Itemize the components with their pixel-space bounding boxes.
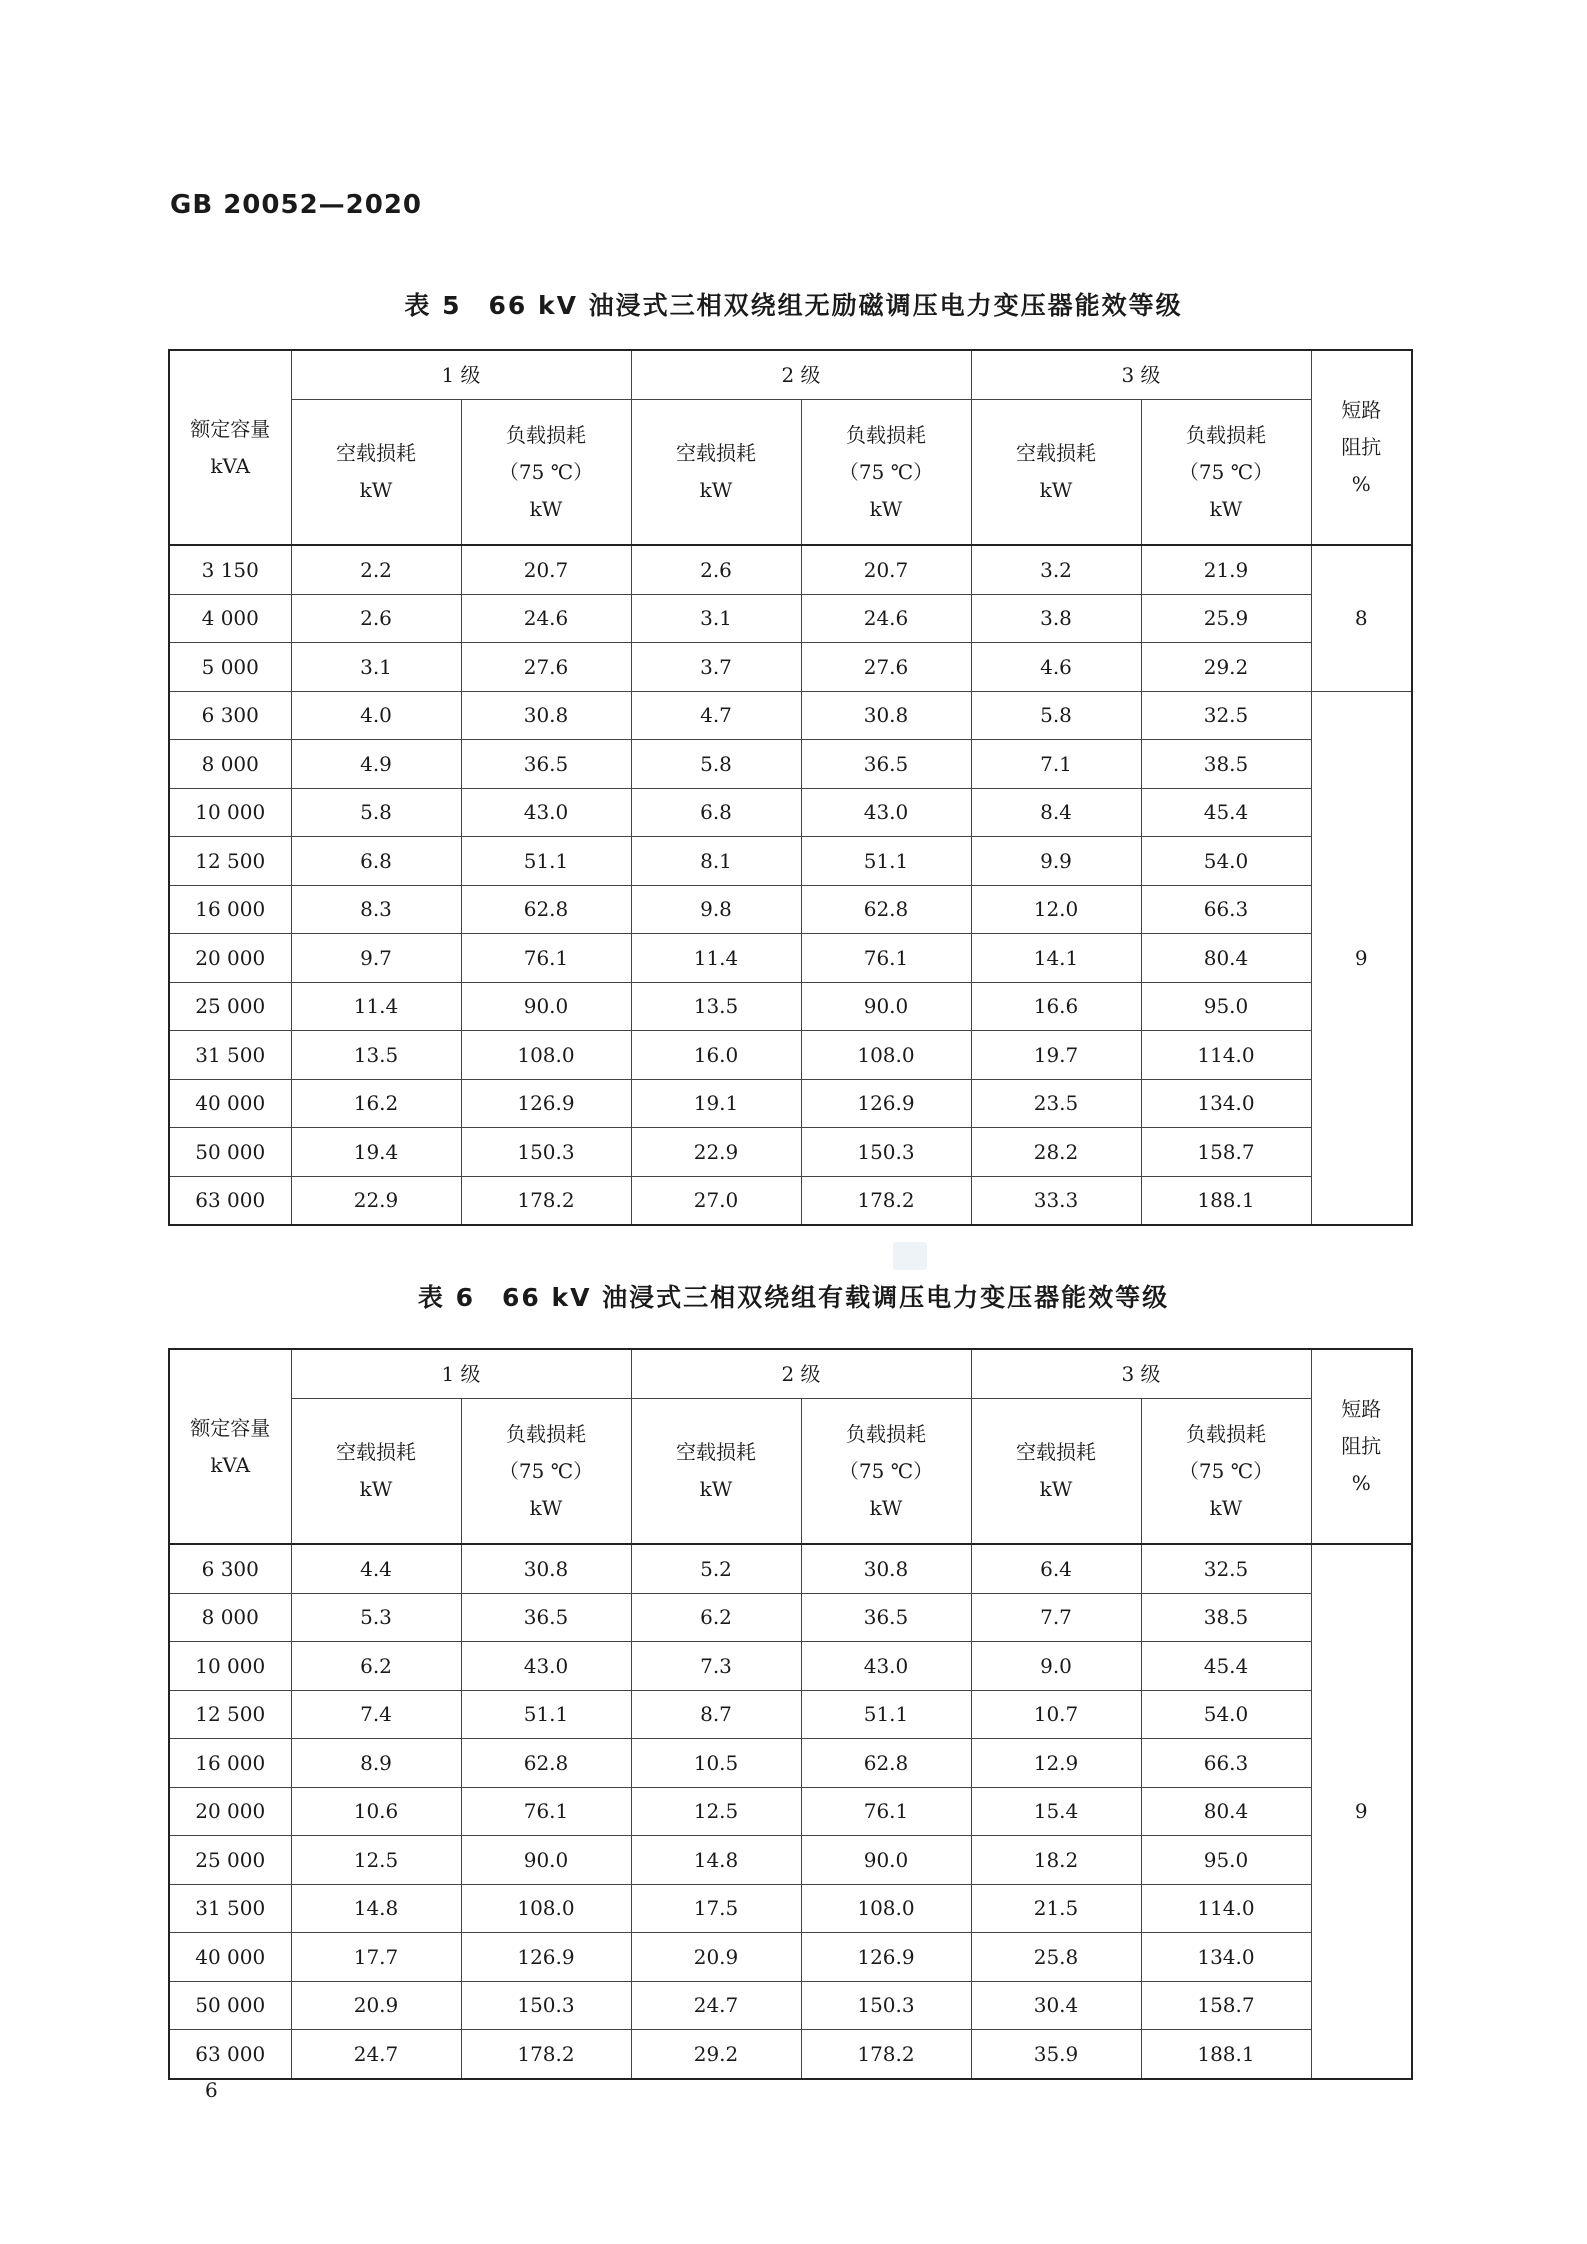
watermark-logo [893,1242,927,1270]
capacity-cell: 25 000 [169,1836,291,1885]
value-cell: 150.3 [461,1128,631,1177]
no-load-loss-header: 空载损耗 kW [291,400,461,546]
grade-2-header: 2 级 [631,1349,971,1399]
value-cell: 20.9 [631,1933,801,1982]
value-cell: 51.1 [801,1690,971,1739]
value-cell: 24.7 [291,2030,461,2079]
value-cell: 3.2 [971,545,1141,594]
table-row [169,885,1412,934]
capacity-cell: 63 000 [169,2030,291,2079]
table-row [169,1836,1412,1885]
value-cell: 62.8 [461,1739,631,1788]
impedance-cell: 9 [1311,1544,1412,2079]
value-cell: 36.5 [461,740,631,789]
value-cell: 10.7 [971,1690,1141,1739]
value-cell: 24.6 [801,594,971,643]
table-row [169,1690,1412,1739]
value-cell: 108.0 [461,1031,631,1080]
value-cell: 27.0 [631,1176,801,1225]
value-cell: 45.4 [1141,1642,1311,1691]
table-row [169,837,1412,886]
value-cell: 5.8 [631,740,801,789]
table-5 [168,349,1413,1226]
load-loss-header: 负载损耗 （75 ℃） kW [461,1399,631,1545]
value-cell: 29.2 [631,2030,801,2079]
value-cell: 8.4 [971,788,1141,837]
value-cell: 27.6 [801,643,971,692]
table-6 [168,1348,1413,2080]
value-cell: 16.6 [971,982,1141,1031]
no-load-loss-header: 空载损耗 kW [631,400,801,546]
value-cell: 20.7 [461,545,631,594]
table-row [169,788,1412,837]
value-cell: 150.3 [461,1981,631,2030]
rated-capacity-header: 额定容量 kVA [169,1349,291,1544]
impedance-header: 短路 阻抗 % [1311,1349,1412,1544]
value-cell: 126.9 [461,1933,631,1982]
value-cell: 30.4 [971,1981,1141,2030]
page-number: 6 [205,2078,218,2102]
value-cell: 21.9 [1141,545,1311,594]
value-cell: 5.2 [631,1544,801,1593]
value-cell: 7.4 [291,1690,461,1739]
value-cell: 178.2 [801,1176,971,1225]
value-cell: 76.1 [461,934,631,983]
grade-1-header: 1 级 [291,1349,631,1399]
table-row [169,1544,1412,1593]
value-cell: 5.3 [291,1593,461,1642]
value-cell: 20.7 [801,545,971,594]
value-cell: 16.0 [631,1031,801,1080]
value-cell: 7.3 [631,1642,801,1691]
value-cell: 9.9 [971,837,1141,886]
impedance-cell: 9 [1311,691,1412,1225]
value-cell: 126.9 [801,1079,971,1128]
table-row [169,1739,1412,1788]
value-cell: 6.8 [291,837,461,886]
value-cell: 20.9 [291,1981,461,2030]
value-cell: 45.4 [1141,788,1311,837]
value-cell: 90.0 [461,982,631,1031]
capacity-cell: 5 000 [169,643,291,692]
value-cell: 6.4 [971,1544,1141,1593]
value-cell: 8.7 [631,1690,801,1739]
value-cell: 134.0 [1141,1079,1311,1128]
value-cell: 114.0 [1141,1031,1311,1080]
table-row [169,1981,1412,2030]
table-row [169,1176,1412,1225]
capacity-cell: 20 000 [169,1787,291,1836]
value-cell: 5.8 [291,788,461,837]
value-cell: 76.1 [801,934,971,983]
table-row [169,1593,1412,1642]
table-row [169,594,1412,643]
table-row [169,1079,1412,1128]
capacity-cell: 50 000 [169,1128,291,1177]
value-cell: 114.0 [1141,1884,1311,1933]
value-cell: 27.6 [461,643,631,692]
table-row [169,982,1412,1031]
value-cell: 19.7 [971,1031,1141,1080]
value-cell: 108.0 [801,1884,971,1933]
value-cell: 178.2 [461,2030,631,2079]
value-cell: 32.5 [1141,691,1311,740]
value-cell: 80.4 [1141,934,1311,983]
value-cell: 24.6 [461,594,631,643]
table-row [169,740,1412,789]
value-cell: 14.1 [971,934,1141,983]
value-cell: 8.9 [291,1739,461,1788]
value-cell: 9.0 [971,1642,1141,1691]
standard-code: GB 20052—2020 [170,190,423,220]
capacity-cell: 8 000 [169,1593,291,1642]
table-row [169,2030,1412,2079]
value-cell: 76.1 [461,1787,631,1836]
value-cell: 22.9 [291,1176,461,1225]
value-cell: 80.4 [1141,1787,1311,1836]
value-cell: 6.2 [631,1593,801,1642]
table-6-body [169,1544,1412,2079]
no-load-loss-header: 空载损耗 kW [291,1399,461,1545]
impedance-cell: 8 [1311,545,1412,691]
load-loss-header: 负载损耗 （75 ℃） kW [801,1399,971,1545]
value-cell: 126.9 [461,1079,631,1128]
table-6-title: 表 6 66 kV 油浸式三相双绕组有载调压电力变压器能效等级 [417,1283,1170,1312]
value-cell: 3.1 [291,643,461,692]
value-cell: 16.2 [291,1079,461,1128]
value-cell: 43.0 [801,788,971,837]
value-cell: 76.1 [801,1787,971,1836]
value-cell: 2.2 [291,545,461,594]
value-cell: 6.2 [291,1642,461,1691]
capacity-cell: 10 000 [169,788,291,837]
value-cell: 7.1 [971,740,1141,789]
capacity-cell: 25 000 [169,982,291,1031]
value-cell: 51.1 [461,1690,631,1739]
value-cell: 22.9 [631,1128,801,1177]
value-cell: 8.3 [291,885,461,934]
value-cell: 126.9 [801,1933,971,1982]
value-cell: 12.0 [971,885,1141,934]
table-row [169,934,1412,983]
grade-3-header: 3 级 [971,1349,1311,1399]
rated-capacity-header: 额定容量 kVA [169,350,291,545]
value-cell: 14.8 [631,1836,801,1885]
value-cell: 30.8 [801,691,971,740]
value-cell: 18.2 [971,1836,1141,1885]
capacity-cell: 12 500 [169,1690,291,1739]
table-row [169,1128,1412,1177]
value-cell: 30.8 [801,1544,971,1593]
value-cell: 134.0 [1141,1933,1311,1982]
load-loss-header: 负载损耗 （75 ℃） kW [1141,400,1311,546]
capacity-cell: 31 500 [169,1884,291,1933]
value-cell: 2.6 [631,545,801,594]
value-cell: 150.3 [801,1981,971,2030]
value-cell: 158.7 [1141,1128,1311,1177]
value-cell: 66.3 [1141,1739,1311,1788]
capacity-cell: 63 000 [169,1176,291,1225]
value-cell: 23.5 [971,1079,1141,1128]
load-loss-header: 负载损耗 （75 ℃） kW [461,400,631,546]
capacity-cell: 10 000 [169,1642,291,1691]
no-load-loss-header: 空载损耗 kW [971,400,1141,546]
no-load-loss-header: 空载损耗 kW [631,1399,801,1545]
capacity-cell: 12 500 [169,837,291,886]
value-cell: 8.1 [631,837,801,886]
capacity-cell: 50 000 [169,1981,291,2030]
value-cell: 4.7 [631,691,801,740]
value-cell: 158.7 [1141,1981,1311,2030]
value-cell: 43.0 [801,1642,971,1691]
value-cell: 62.8 [801,885,971,934]
value-cell: 12.5 [291,1836,461,1885]
capacity-cell: 3 150 [169,545,291,594]
value-cell: 178.2 [801,2030,971,2079]
value-cell: 108.0 [801,1031,971,1080]
value-cell: 38.5 [1141,1593,1311,1642]
value-cell: 12.5 [631,1787,801,1836]
capacity-cell: 6 300 [169,1544,291,1593]
value-cell: 24.7 [631,1981,801,2030]
value-cell: 188.1 [1141,2030,1311,2079]
value-cell: 4.6 [971,643,1141,692]
capacity-cell: 16 000 [169,885,291,934]
value-cell: 36.5 [461,1593,631,1642]
value-cell: 36.5 [801,740,971,789]
value-cell: 51.1 [801,837,971,886]
value-cell: 62.8 [801,1739,971,1788]
value-cell: 43.0 [461,1642,631,1691]
value-cell: 4.0 [291,691,461,740]
value-cell: 178.2 [461,1176,631,1225]
value-cell: 3.7 [631,643,801,692]
value-cell: 66.3 [1141,885,1311,934]
value-cell: 150.3 [801,1128,971,1177]
table-5-body [169,545,1412,1225]
value-cell: 90.0 [801,982,971,1031]
grade-3-header: 3 级 [971,350,1311,400]
capacity-cell: 20 000 [169,934,291,983]
capacity-cell: 16 000 [169,1739,291,1788]
value-cell: 108.0 [461,1884,631,1933]
value-cell: 4.9 [291,740,461,789]
table-row [169,1884,1412,1933]
capacity-cell: 40 000 [169,1079,291,1128]
value-cell: 9.8 [631,885,801,934]
value-cell: 38.5 [1141,740,1311,789]
impedance-header: 短路 阻抗 % [1311,350,1412,545]
value-cell: 19.4 [291,1128,461,1177]
table-row [169,691,1412,740]
grade-2-header: 2 级 [631,350,971,400]
capacity-cell: 6 300 [169,691,291,740]
value-cell: 33.3 [971,1176,1141,1225]
capacity-cell: 4 000 [169,594,291,643]
value-cell: 29.2 [1141,643,1311,692]
value-cell: 54.0 [1141,1690,1311,1739]
value-cell: 15.4 [971,1787,1141,1836]
value-cell: 90.0 [801,1836,971,1885]
capacity-cell: 31 500 [169,1031,291,1080]
value-cell: 90.0 [461,1836,631,1885]
value-cell: 30.8 [461,1544,631,1593]
value-cell: 95.0 [1141,982,1311,1031]
value-cell: 25.9 [1141,594,1311,643]
table-row [169,1787,1412,1836]
value-cell: 17.7 [291,1933,461,1982]
table-row [169,1031,1412,1080]
value-cell: 21.5 [971,1884,1141,1933]
value-cell: 17.5 [631,1884,801,1933]
value-cell: 5.8 [971,691,1141,740]
value-cell: 6.8 [631,788,801,837]
value-cell: 43.0 [461,788,631,837]
table-row [169,1933,1412,1982]
value-cell: 4.4 [291,1544,461,1593]
value-cell: 14.8 [291,1884,461,1933]
value-cell: 30.8 [461,691,631,740]
value-cell: 35.9 [971,2030,1141,2079]
load-loss-header: 负载损耗 （75 ℃） kW [801,400,971,546]
grade-1-header: 1 级 [291,350,631,400]
value-cell: 10.6 [291,1787,461,1836]
value-cell: 10.5 [631,1739,801,1788]
no-load-loss-header: 空载损耗 kW [971,1399,1141,1545]
value-cell: 51.1 [461,837,631,886]
value-cell: 3.8 [971,594,1141,643]
table-row [169,1642,1412,1691]
value-cell: 54.0 [1141,837,1311,886]
value-cell: 7.7 [971,1593,1141,1642]
value-cell: 19.1 [631,1079,801,1128]
load-loss-header: 负载损耗 （75 ℃） kW [1141,1399,1311,1545]
value-cell: 9.7 [291,934,461,983]
value-cell: 36.5 [801,1593,971,1642]
value-cell: 13.5 [631,982,801,1031]
table-row [169,545,1412,594]
value-cell: 12.9 [971,1739,1141,1788]
value-cell: 11.4 [291,982,461,1031]
value-cell: 11.4 [631,934,801,983]
value-cell: 28.2 [971,1128,1141,1177]
value-cell: 62.8 [461,885,631,934]
table-5-title: 表 5 66 kV 油浸式三相双绕组无励磁调压电力变压器能效等级 [404,291,1183,320]
value-cell: 188.1 [1141,1176,1311,1225]
value-cell: 13.5 [291,1031,461,1080]
value-cell: 95.0 [1141,1836,1311,1885]
value-cell: 2.6 [291,594,461,643]
value-cell: 32.5 [1141,1544,1311,1593]
value-cell: 3.1 [631,594,801,643]
value-cell: 25.8 [971,1933,1141,1982]
capacity-cell: 8 000 [169,740,291,789]
table-row [169,643,1412,692]
capacity-cell: 40 000 [169,1933,291,1982]
